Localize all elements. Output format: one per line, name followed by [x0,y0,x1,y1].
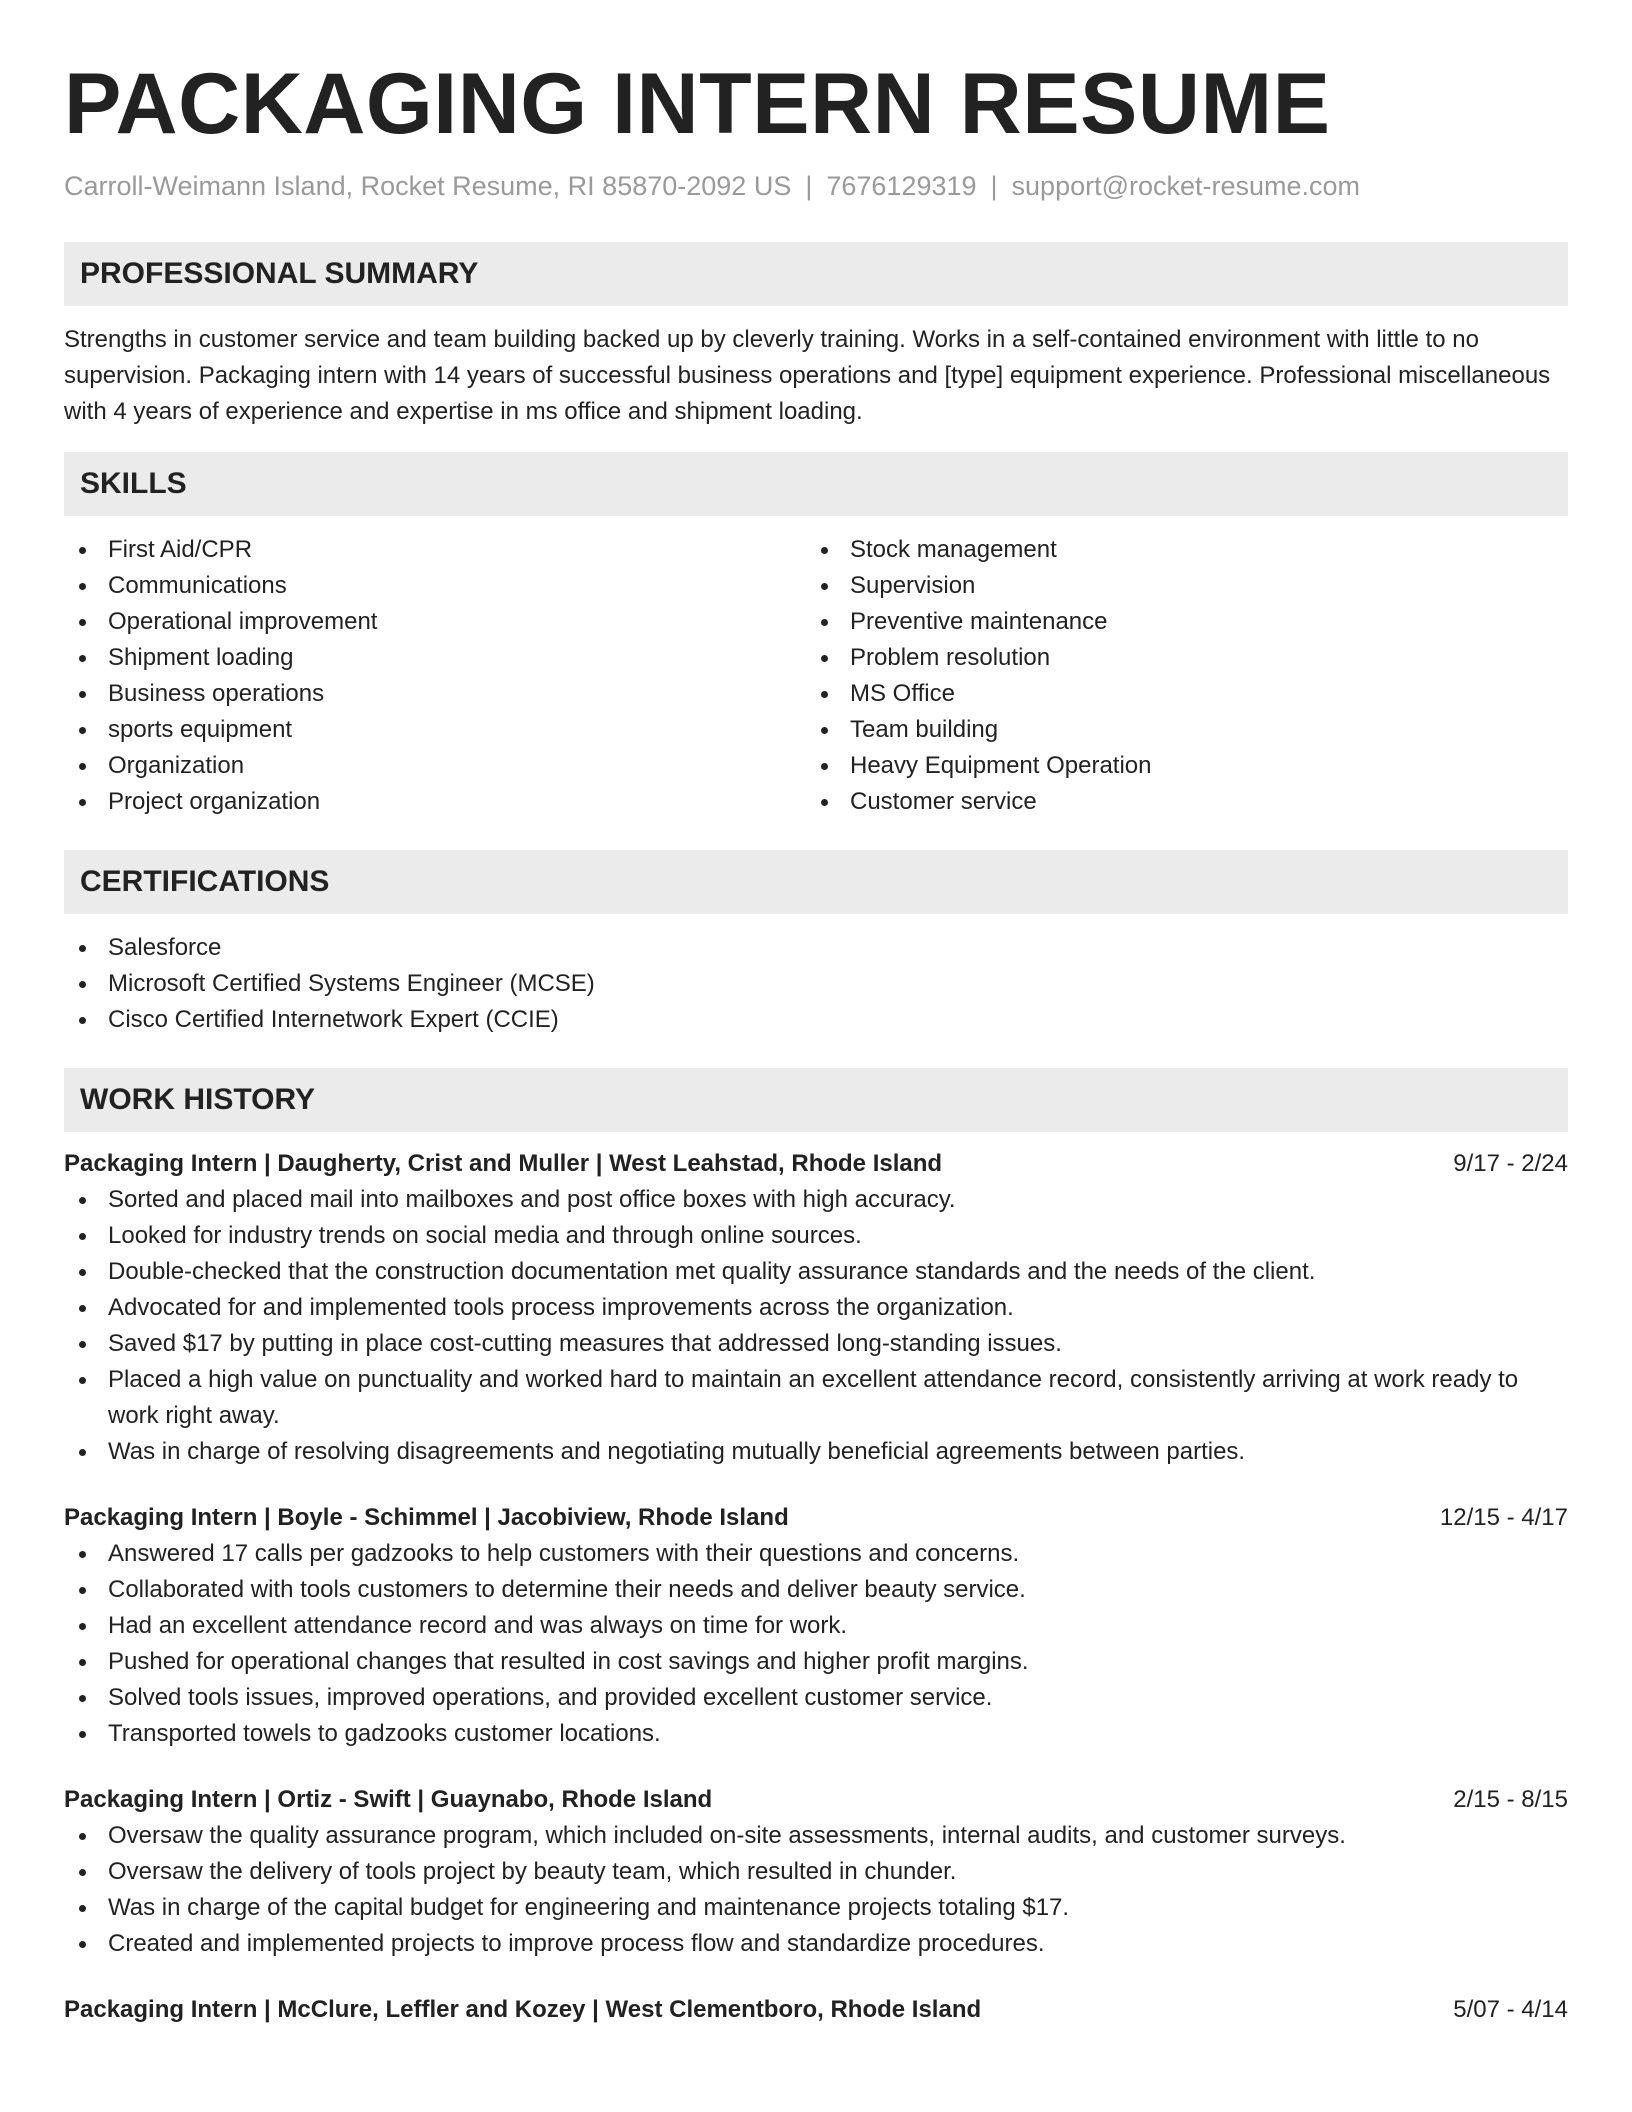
skill-item: Preventive maintenance [806,604,1548,640]
skill-item: Operational improvement [64,604,806,640]
job-dates: 5/07 - 4/14 [1453,1996,1568,2023]
skills-grid [64,532,1568,820]
job-bullet: Sorted and placed mail into mailboxes and post office boxes with high accuracy. [64,1182,1568,1218]
certification-item: Microsoft Certified Systems Engineer (MCSE) [64,966,1568,1002]
job-header [64,1500,1568,1536]
skill-item: Business operations [64,676,806,712]
job-dates: 12/15 - 4/17 [1439,1504,1568,1531]
job-bullet: Oversaw the quality assurance program, which included on-site assessments, internal audits, and customer surveys. [64,1818,1568,1854]
job-bullet: Advocated for and implemented tools process improvements across the organization. [64,1290,1568,1326]
contact-line [64,168,1568,204]
contact-separator: | [805,171,813,201]
job-bullet: Was in charge of resolving disagreements and negotiating mutually beneficial agreements between parties. [64,1434,1568,1470]
job-title: Packaging Intern | Daugherty, Crist and Muller | West Leahstad, Rhode Island [64,1150,943,1177]
skill-item: Stock management [806,532,1548,568]
certifications-list [64,930,1568,1038]
skill-item: Customer service [806,784,1548,820]
skill-item: Heavy Equipment Operation [806,748,1548,784]
job-entry [64,1782,1568,1962]
skill-item: Supervision [806,568,1548,604]
contact-address: Carroll-Weimann Island, Rocket Resume, RI 85870-2092 US [64,171,792,201]
skill-item: Organization [64,748,806,784]
job-bullet: Collaborated with tools customers to determine their needs and deliver beauty service. [64,1572,1568,1608]
job-header [64,1992,1568,2028]
certification-item: Salesforce [64,930,1568,966]
job-header [64,1782,1568,1818]
job-bullet-list [64,1818,1568,1962]
skill-item: MS Office [806,676,1548,712]
skills-right-list [806,532,1548,820]
job-dates: 9/17 - 2/24 [1453,1150,1568,1177]
job-bullet: Solved tools issues, improved operations, and provided excellent customer service. [64,1680,1568,1716]
contact-phone: 7676129319 [826,171,977,201]
section-header-professional-summary: PROFESSIONAL SUMMARY [64,242,1568,306]
job-bullet-list [64,1182,1568,1470]
job-entry [64,1146,1568,1470]
contact-email: support@rocket-resume.com [1011,171,1361,201]
job-title: Packaging Intern | McClure, Leffler and Kozey | West Clementboro, Rhode Island [64,1996,982,2023]
contact-separator: | [990,171,998,201]
job-bullet: Was in charge of the capital budget for engineering and maintenance projects totaling $17. [64,1890,1568,1926]
summary-text: Strengths in customer service and team building backed up by cleverly training. Works in a self-contained environment with little to no supervision. Packaging intern with 14 years of successful business operations and [type] equipment experience. Professional miscellaneous with 4 years of experience and expertise in ms office and shipment loading. [64,326,1551,425]
job-bullet: Pushed for operational changes that resulted in cost savings and higher profit margins. [64,1644,1568,1680]
job-bullet: Oversaw the delivery of tools project by beauty team, which resulted in chunder. [64,1854,1568,1890]
job-entry [64,1992,1568,2028]
job-bullet: Created and implemented projects to improve process flow and standardize procedures. [64,1926,1568,1962]
job-bullet: Answered 17 calls per gadzooks to help customers with their questions and concerns. [64,1536,1568,1572]
skill-item: Project organization [64,784,806,820]
job-bullet-list [64,1536,1568,1752]
job-bullet: Saved $17 by putting in place cost-cutting measures that addressed long-standing issues. [64,1326,1568,1362]
section-header-certifications: CERTIFICATIONS [64,850,1568,914]
job-bullet: Transported towels to gadzooks customer locations. [64,1716,1568,1752]
job-bullet: Placed a high value on punctuality and worked hard to maintain an excellent attendance record, consistently arriving at work ready to work right away. [64,1362,1568,1434]
resume-title: PACKAGING INTERN RESUME [64,56,1331,152]
skill-item: Communications [64,568,806,604]
skill-item: Problem resolution [806,640,1548,676]
job-bullet: Double-checked that the construction documentation met quality assurance standards and the needs of the client. [64,1254,1568,1290]
job-dates: 2/15 - 8/15 [1453,1786,1568,1813]
skill-item: sports equipment [64,712,806,748]
job-title: Packaging Intern | Boyle - Schimmel | Jacobiview, Rhode Island [64,1504,789,1531]
job-header [64,1146,1568,1182]
job-entry [64,1500,1568,1752]
section-header-work-history: WORK HISTORY [64,1068,1568,1132]
section-header-skills: SKILLS [64,452,1568,516]
job-bullet: Had an excellent attendance record and was always on time for work. [64,1608,1568,1644]
skill-item: Team building [806,712,1548,748]
job-bullet: Looked for industry trends on social media and through online sources. [64,1218,1568,1254]
skill-item: Shipment loading [64,640,806,676]
certification-item: Cisco Certified Internetwork Expert (CCIE) [64,1002,1568,1038]
skill-item: First Aid/CPR [64,532,806,568]
skills-left-list [64,532,806,820]
job-title: Packaging Intern | Ortiz - Swift | Guaynabo, Rhode Island [64,1786,713,1813]
